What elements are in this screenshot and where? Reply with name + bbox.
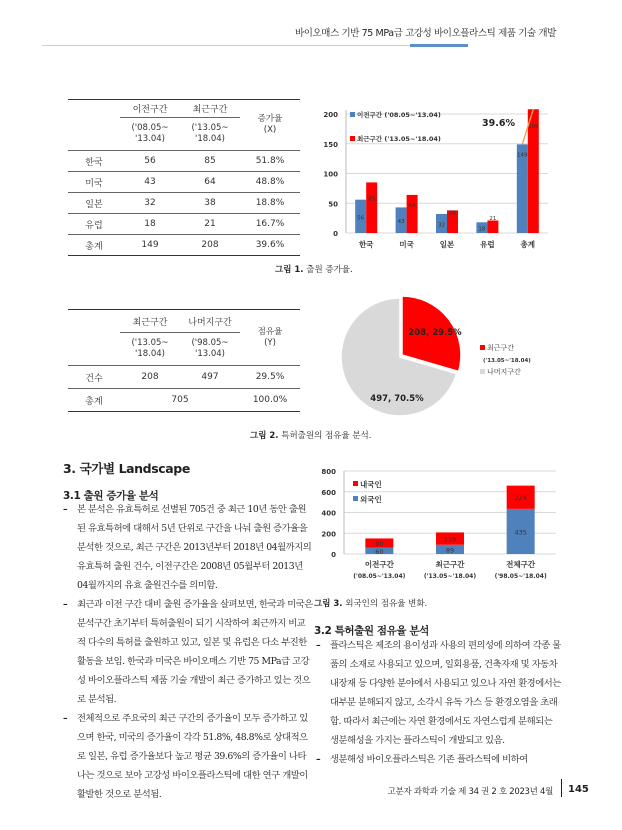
section-3-title: 3. 국가별 Landscape [63,461,190,476]
y-tick-label: 100 [323,170,338,179]
figure-3-label: 그림 3. [314,599,343,609]
data-label: 38 [449,210,456,217]
row-label: 일본 [85,199,103,210]
data-label: 89 [445,546,455,555]
t2-header-share: 점유율 (Y) [257,326,283,348]
header-rule [42,45,468,46]
bullet-dash: – [63,504,68,515]
y-tick-label: 50 [328,200,338,209]
bullet-dash: – [63,599,68,610]
legend-label: 나머지구간 [487,368,521,376]
bullet-text: 전체적으로 주요국의 최근 구간의 증가율이 모두 증가하고 있으며 한국, 미국의 증가율이 각각 51.8%, 48.8%로 상대적으로 일본, 유럽 증가율보다 높고 평균 39.6%의 증가율이 나타나는 것으로 보아 고강성 바이오플라스틱에 대한 연구 개발이 활발한 것으로 분석됨. [77,713,308,800]
cell-prev: 149 [141,240,159,250]
annotation: 39.6% [482,118,515,129]
cell-recent: 208 [201,240,219,250]
x-tick-label: 전체구간 [506,560,536,569]
row-label: 총계 [85,396,103,407]
bullet-dash: – [63,713,68,724]
t1-header-prev: 이전구간 [120,100,180,118]
section-3-2-body [316,636,561,769]
bullet-item [63,595,313,709]
x-tick-label: 이전구간 [364,560,394,569]
legend-sublabel: ('13.05~'18.04) [483,358,531,364]
cell-rate: 16.7% [255,219,285,229]
t2-header-rest: 나머지구간 [180,310,240,333]
growth-rate-table [68,99,300,256]
legend-swatch [350,136,355,141]
y-tick-label: 400 [321,509,336,518]
figure-2-text: 특허출원의 점유율 분석. [281,431,372,441]
table-row [68,214,300,235]
data-label: 64 [408,202,416,209]
x-tick-sublabel: ('08.05~'13.04) [353,573,406,580]
cell-share: 100.0% [252,395,288,405]
t2-header-recent-period: ('13.05~ '18.04) [131,338,169,359]
section-3-2-title: 3.2 특허출원 점유율 분석 [314,625,429,637]
bar [407,195,418,233]
data-label: 85 [368,196,376,203]
legend-swatch [350,112,355,117]
cell-rate: 48.8% [255,177,285,187]
data-label: 149 [517,152,528,159]
bullet-dash: – [316,754,321,765]
row-label: 건수 [85,373,103,384]
header-accent-bar [410,44,468,47]
cell-recent: 85 [204,156,216,166]
data-label: 56 [357,215,365,222]
legend-swatch [353,481,358,486]
figure-1-caption [275,263,353,275]
bar [366,182,377,233]
bullet-item [316,750,561,769]
cell-rest: 497 [201,372,219,382]
section-3-1-title: 3.1 출원 증가율 분석 [63,490,159,502]
row-label: 총계 [85,241,103,252]
legend-label: 외국인 [360,495,382,504]
page-number: 145 [568,784,589,795]
t1-header-prev-period: ('08.05~ '13.04) [131,123,169,144]
footer-divider [561,779,562,797]
y-tick-label: 800 [321,468,336,476]
share-pie-chart [320,295,560,420]
bullet-text: 본 분석은 유효특허로 선별된 705건 중 최근 10년 동안 출원된 유효특허에 대해서 5년 단위로 구간을 나눠 출원 증가율을 분석한 것으로, 최근 구간은 2013년부터 2018년 04월까지의 유효특허 출원 건수, 이전구간은 2008년 05월부터 2013년 04월까지의 유효 출원건수를 의미함. [77,504,312,591]
table-row-total [68,389,300,412]
cell-recent: 64 [204,177,216,187]
row-label: 미국 [85,178,103,189]
data-label: 435 [514,528,527,537]
foreign-share-stacked-chart [310,463,562,588]
bullet-item [63,709,313,804]
table-row [68,151,300,172]
bullet-item [63,500,313,595]
bullet-text: 생분해성 바이오플라스틱은 기존 플라스틱에 비하여 [330,754,528,765]
row-label: 유럽 [85,220,103,231]
x-tick-label: 유럽 [480,240,495,249]
cell-rate: 51.8% [255,156,285,166]
y-tick-label: 150 [323,140,338,149]
share-table [68,309,300,412]
x-tick-sublabel: ('98.05~'18.04) [494,573,547,580]
table-row-total [68,235,300,256]
legend-label: 최근구간 ('13.05~'18.04) [357,135,441,143]
slice-label: 497, 70.5% [370,394,424,404]
data-label: 60 [375,547,384,556]
x-tick-label: 한국 [358,240,374,249]
data-label: 32 [438,222,445,229]
legend-label: 이전구간 ('08.05~'13.04) [357,111,441,119]
cell-recent: 38 [204,198,216,208]
legend-label: 최근구간 [487,344,515,352]
data-label: 21 [489,215,497,222]
data-label: 18 [478,226,486,233]
figure-2-label: 그림 2. [250,431,279,441]
legend-swatch [353,496,358,501]
cell-share: 29.5% [255,372,285,382]
cell-prev: 56 [144,156,156,166]
y-tick-label: 600 [321,488,336,497]
y-tick-label: 0 [333,230,338,238]
cell-total: 705 [171,395,189,405]
running-title: 바이오매스 기반 75 MPa급 고강성 바이오플라스틱 제품 기술 개발 [294,28,556,39]
x-tick-label: 최근구간 [435,560,465,569]
row-label: 한국 [85,157,103,168]
bullet-text: 최근과 이전 구간 대비 출원 증가율을 살펴보면, 한국과 미국은 분석구간 초기부터 특허출원이 되기 시작하여 최근까지 비교적 다수의 특허를 출원하고 있고, 일본 및 유럽은 다소 부진한 활동을 보임. 한국과 미국은 바이오매스 기반 75 MPa급 고강성 바이오플라스틱 제품 기술 개발이 최근 증가하고 있는 것으로 분석됨. [77,599,313,705]
legend-swatch [480,345,485,350]
growth-bar-chart [300,100,562,255]
y-tick-label: 0 [331,551,336,559]
figure-3-text: 외국인의 점유율 변화. [345,599,428,609]
t1-header-rate: 증가율 (X) [257,114,283,135]
x-tick-sublabel: ('13.05~'18.04) [423,573,477,580]
table-row [68,172,300,193]
data-label: 224 [514,494,527,503]
t1-header-recent-period: ('13.05~ '18.04) [191,123,229,144]
t1-header-recent: 최근구간 [180,100,240,118]
data-label: 90 [375,540,384,549]
table-row [68,193,300,214]
figure-2-caption [250,429,371,441]
bullet-item [316,636,561,750]
t2-header-rest-period: ('98.05~ '13.04) [191,338,229,359]
t2-header-recent: 최근구간 [120,310,180,333]
y-tick-label: 200 [323,111,338,119]
figure-1-label: 그림 1. [275,265,304,275]
y-tick-label: 200 [321,530,336,539]
x-tick-label: 미국 [399,240,414,249]
legend-label: 내국인 [360,480,382,489]
cell-prev: 18 [144,219,156,229]
data-label: 119 [443,535,457,544]
cell-prev: 32 [144,198,156,208]
figure-1-text: 출원 증가율. [306,265,353,275]
legend-swatch [480,369,485,374]
data-label: 43 [397,219,405,226]
journal-footer: 고분자 과학과 기술 제 34 권 2 호 2023년 4월 [387,787,553,797]
bullet-text: 플라스틱은 제조의 용이성과 사용의 편의성에 의하여 각종 물품의 소재로 사용되고 있으며, 일회용품, 건축자재 및 자동차 내장재 등 다양한 분야에서 사용되고 있으나 자연 환경에서는 대부분 분해되지 않고, 소각시 유독 가스 등 환경오염을 초래함. 따라서 최근에는 자연 환경에서도 자연스럽게 분해되는 생분해성을 가지는 플라스틱이 개발되고 있음. [330,640,561,746]
data-label: 208 [528,124,539,131]
cell-recent: 21 [204,219,216,229]
bullet-dash: – [316,640,321,651]
cell-recent: 208 [141,372,159,382]
slice-label: 208, 29.5% [408,328,462,338]
cell-rate: 18.8% [255,198,285,208]
figure-3-caption [314,597,427,609]
section-3-1-body [63,500,313,804]
cell-prev: 43 [144,177,156,187]
cell-rate: 39.6% [255,240,285,250]
table-row [68,366,300,389]
x-tick-label: 총계 [520,240,536,249]
x-tick-label: 일본 [439,240,455,249]
bar [487,221,498,233]
